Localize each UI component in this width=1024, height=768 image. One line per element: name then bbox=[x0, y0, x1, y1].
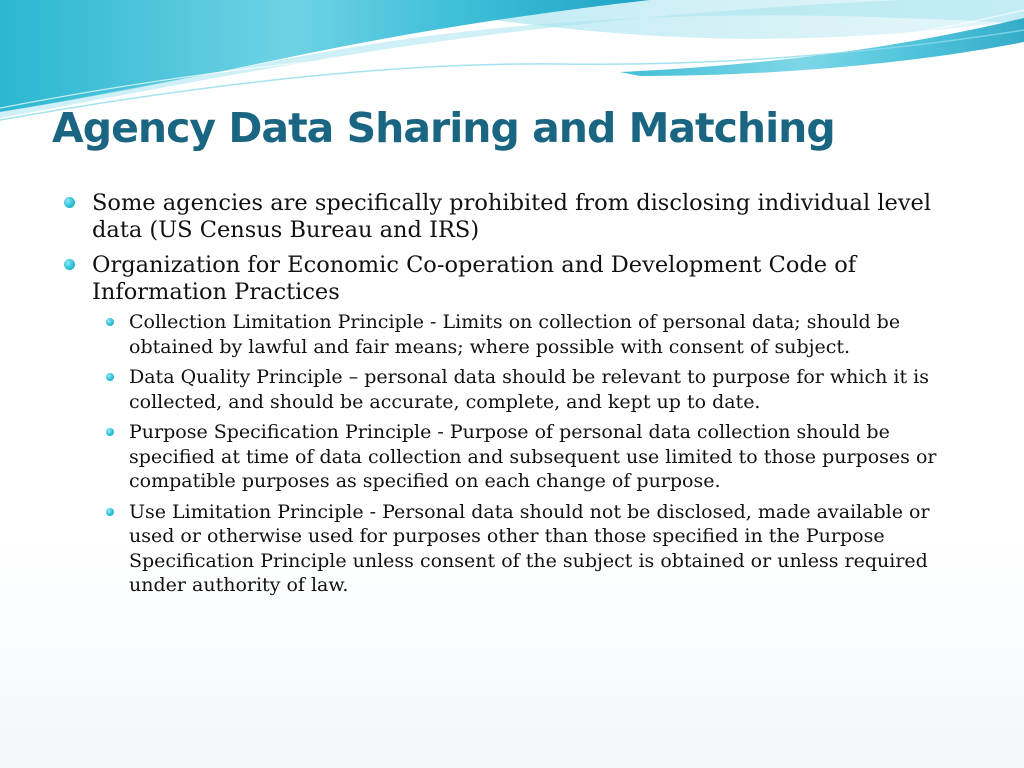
sub-bullet-dot-icon bbox=[106, 428, 114, 436]
sub-bullet-dot-icon bbox=[106, 508, 114, 516]
bullet-dot-icon bbox=[64, 259, 75, 270]
sub-bullet-text: Purpose Specification Principle - Purpose of personal data collection should be specified at time of data collection and subsequent use limited to those purposes or compatible purposes as specified on each change of purpose. bbox=[129, 421, 937, 492]
bullet-text: Organization for Economic Co-operation and Development Code of Information Practices bbox=[92, 252, 857, 305]
sub-bullet-item bbox=[104, 365, 962, 414]
sub-bullet-item bbox=[104, 500, 962, 598]
sub-bullet-text: Use Limitation Principle - Personal data should not be disclosed, made available or used or otherwise used for purposes other than those specified in the Purpose Specification Principle unless consent of the subject is obtained or unless required under authority of law. bbox=[129, 500, 930, 596]
sub-bullet-text: Data Quality Principle – personal data should be relevant to purpose for which it is collected, and should be accurate, complete, and kept up to date. bbox=[129, 366, 929, 413]
bullet-item bbox=[62, 252, 962, 598]
bullet-text: Some agencies are specifically prohibited from disclosing individual level data (US Census Bureau and IRS) bbox=[92, 190, 932, 243]
sub-bullet-item bbox=[104, 420, 962, 494]
slide-content bbox=[62, 190, 962, 606]
sub-bullet-dot-icon bbox=[106, 318, 114, 326]
bullet-list bbox=[62, 190, 962, 598]
sub-bullet-item bbox=[104, 310, 962, 359]
bullet-dot-icon bbox=[64, 197, 75, 208]
sub-bullet-text: Collection Limitation Principle - Limits on collection of personal data; should be obtained by lawful and fair means; where possible with consent of subject. bbox=[129, 311, 901, 358]
sub-bullet-dot-icon bbox=[106, 373, 114, 381]
bullet-item bbox=[62, 190, 962, 244]
slide-title: Agency Data Sharing and Matching bbox=[52, 104, 835, 152]
sub-bullet-list bbox=[62, 310, 962, 598]
